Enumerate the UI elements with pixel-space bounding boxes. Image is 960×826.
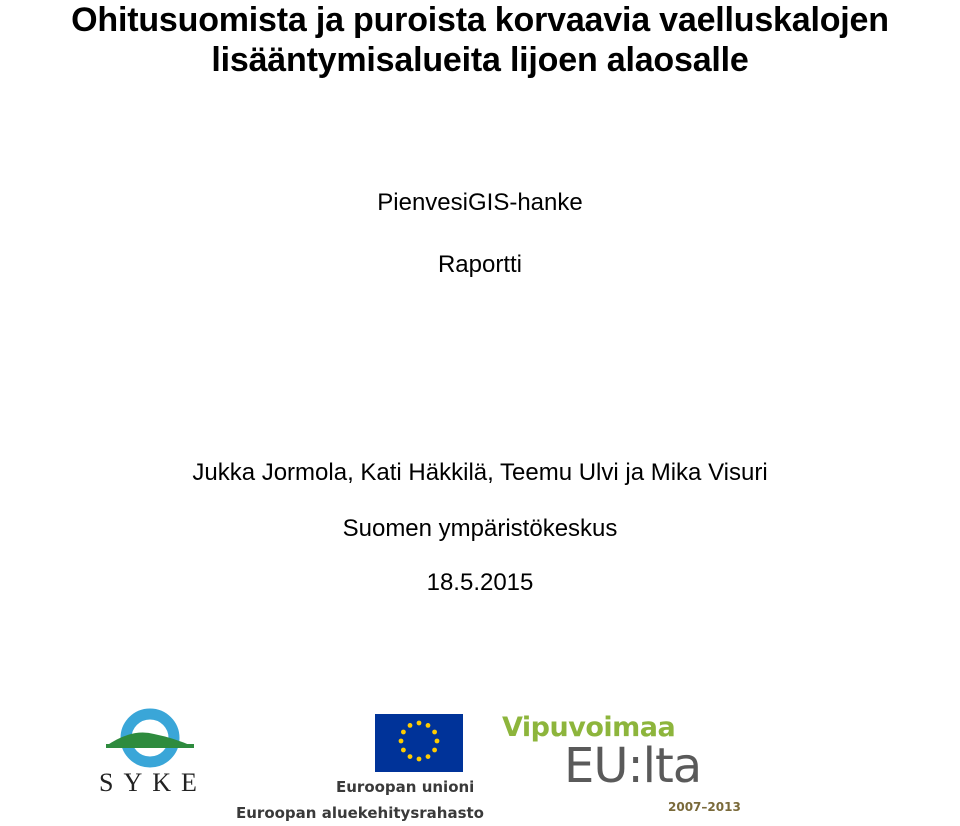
eu-fund-label: Euroopan aluekehitysrahasto: [236, 804, 484, 822]
document-title: [0, 0, 960, 80]
eu-union-label: Euroopan unioni: [336, 778, 475, 796]
project-name: PienvesiGIS-hanke: [377, 189, 583, 216]
syke-logo: [92, 706, 208, 796]
eu-flag-icon: [375, 714, 463, 772]
eu-logo: [236, 712, 484, 824]
report-type: Raportti: [437, 251, 523, 278]
eu-lta-text: EU:lta: [564, 738, 702, 794]
organization: Suomen ympäristökeskus: [342, 515, 618, 542]
program-years: 2007–2013: [668, 800, 741, 814]
authors: Jukka Jormola, Kati Häkkilä, Teemu Ulvi ja Mika Visuri: [192, 459, 768, 486]
vipuvoimaa-text: Vipuvoimaa: [502, 712, 676, 743]
title-line-1: Ohitusuomista ja puroista korvaavia vaelluskalojen: [71, 1, 889, 39]
vipuvoimaa-logo: [498, 712, 758, 822]
title-line-2: lisääntymisalueita lijoen alaosalle: [211, 41, 749, 79]
syke-logo-icon: [92, 706, 208, 768]
syke-logo-text: SYKE: [99, 768, 207, 797]
publication-date: 18.5.2015: [426, 569, 534, 596]
